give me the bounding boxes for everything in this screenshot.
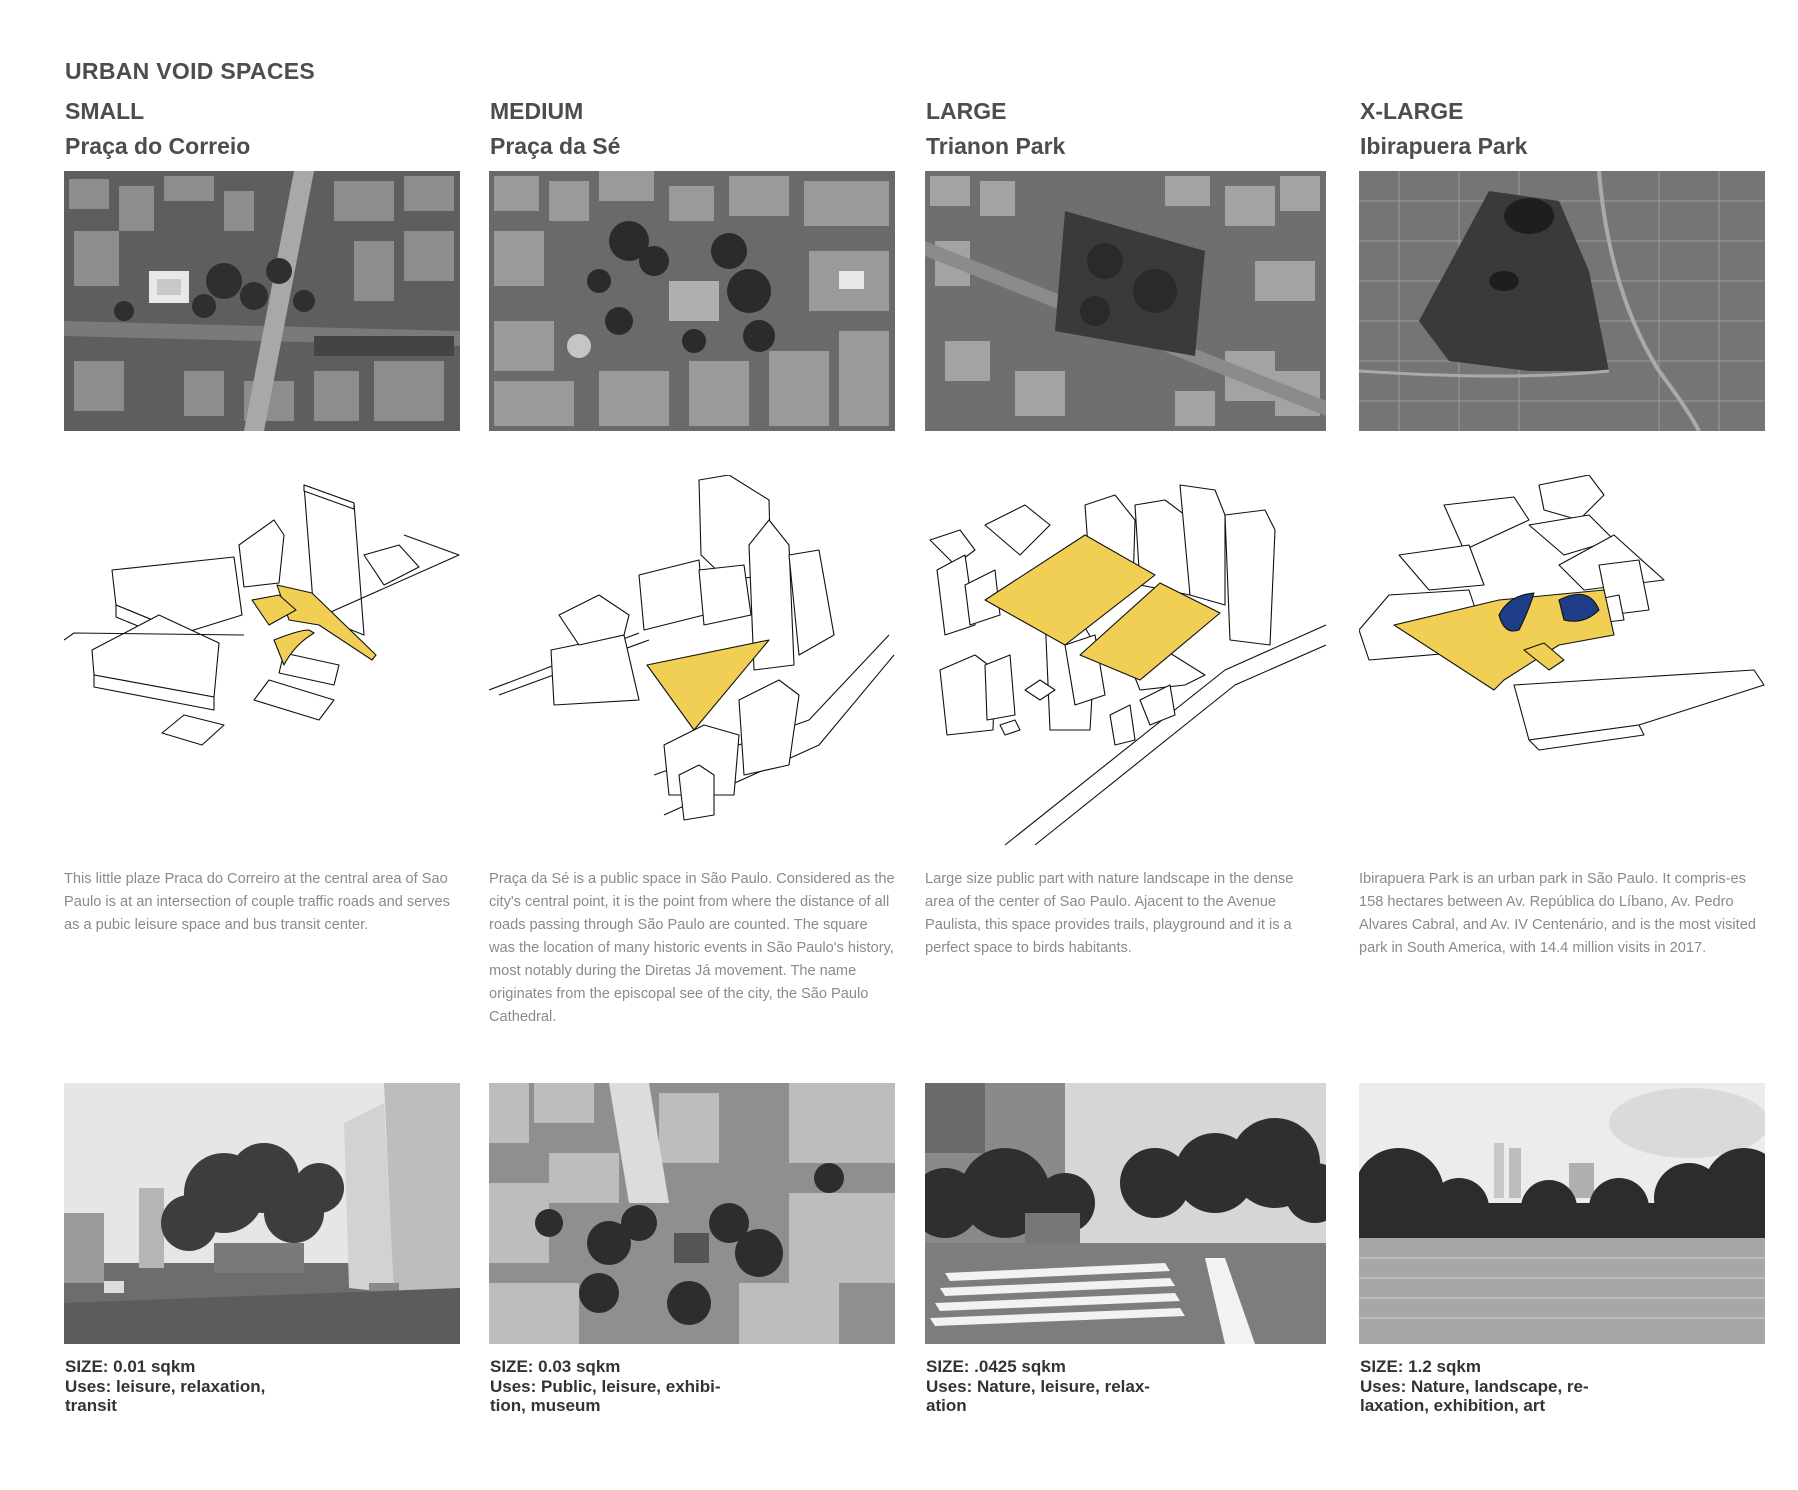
description: Ibirapuera Park is an urban park in São Paulo. It compris-es 158 hectares between Av. República do Líbano, Av. Pedro Alvares Cabral, and Av. IV Centenário, and is the most visited park in South America, with 14.4 million visits in 2017.	[1359, 871, 1756, 956]
description: Praça da Sé is a public space in São Paulo. Considered as the city's central point, it is the point from where the distance of all roads passing through São Paulo are counted. The square was the location of many historic events in São Paulo's history, most notably during the Diretas Já movement. The name originates from the episcopal see of the city, the São Paulo Cathedral.	[489, 871, 895, 1025]
stats	[490, 1357, 896, 1416]
size-stat: SIZE: .0425 sqkm	[926, 1357, 1066, 1376]
aerial-photo	[64, 171, 460, 431]
stats	[926, 1357, 1327, 1416]
size-stat: SIZE: 1.2 sqkm	[1360, 1357, 1481, 1376]
description: Large size public part with nature landscape in the dense area of the center of Sao Paulo. Ajacent to the Avenue Paulista, this space provides trails, playground and it is a perfect space to birds habitants.	[925, 871, 1294, 956]
size-category: SMALL	[65, 98, 145, 124]
uses-stat: Uses: Nature, landscape, re-	[1360, 1376, 1589, 1396]
uses-stat-cont: laxation, exhibition, art	[1360, 1396, 1546, 1415]
aerial-photo	[1359, 171, 1765, 431]
size-category: LARGE	[926, 98, 1007, 124]
place-name: Praça do Correio	[65, 133, 251, 159]
place-name: Trianon Park	[926, 133, 1066, 159]
aerial-photo	[925, 171, 1326, 431]
uses-stat-cont: tion, museum	[490, 1396, 601, 1415]
uses-stat: Uses: Public, leisure, exhibi-	[490, 1376, 721, 1396]
uses-stat-cont: transit	[65, 1396, 117, 1415]
lake-photo	[1359, 1083, 1765, 1344]
size-category: X-LARGE	[1360, 98, 1464, 124]
page-title: URBAN VOID SPACES	[65, 58, 316, 84]
street-photo	[64, 1083, 460, 1344]
uses-stat: Uses: leisure, relaxation,	[65, 1376, 266, 1396]
place-name: Praça da Sé	[490, 133, 621, 159]
axonometric-diagram	[925, 475, 1326, 850]
description: This little plaze Praca do Correiro at the central area of Sao Paulo is at an intersection of couple traffic roads and serves as a pubic leisure space and bus transit center.	[64, 871, 450, 933]
size-category: MEDIUM	[490, 98, 584, 124]
stats	[1360, 1357, 1766, 1416]
size-stat: SIZE: 0.01 sqkm	[65, 1357, 196, 1376]
axonometric-diagram	[1359, 475, 1765, 850]
place-name: Ibirapuera Park	[1360, 133, 1528, 159]
axonometric-diagram	[489, 475, 895, 850]
aerial-oblique-photo	[489, 1083, 895, 1344]
stats	[65, 1357, 461, 1416]
aerial-photo	[489, 171, 895, 431]
axonometric-diagram	[64, 475, 460, 850]
uses-stat: Uses: Nature, leisure, relax-	[926, 1376, 1150, 1396]
street-photo	[925, 1083, 1326, 1344]
uses-stat-cont: ation	[926, 1396, 967, 1415]
size-stat: SIZE: 0.03 sqkm	[490, 1357, 621, 1376]
